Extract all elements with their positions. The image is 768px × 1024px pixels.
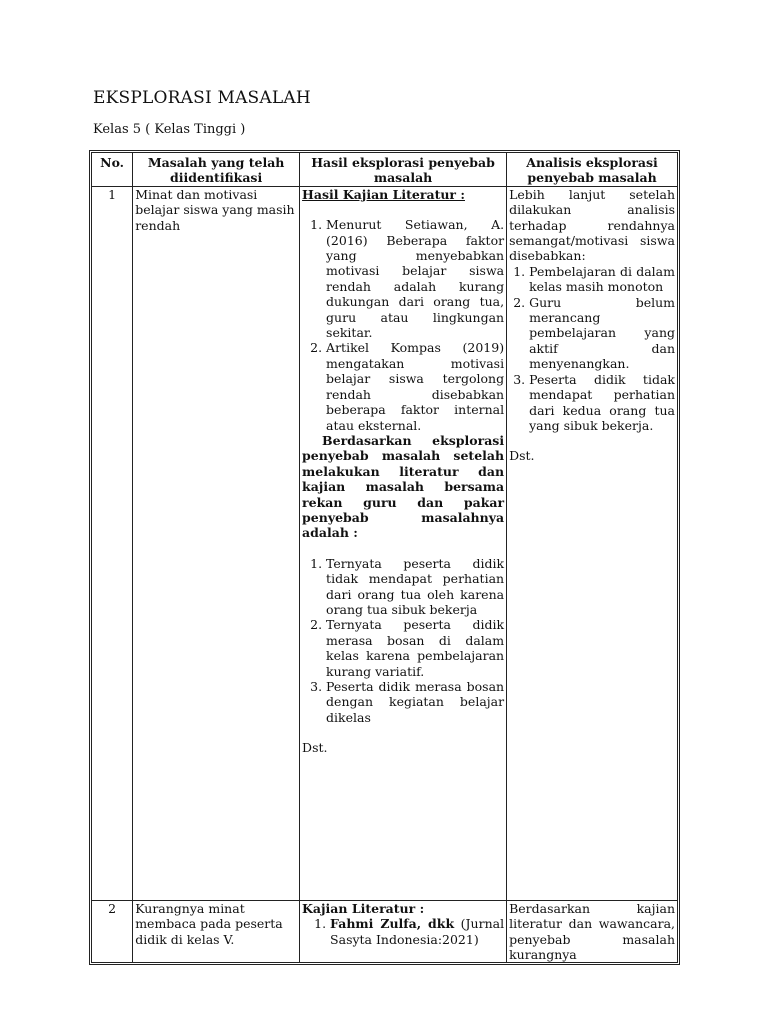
author-name: Fahmi Zulfa, dkk [330, 916, 455, 932]
table-header-row [92, 153, 678, 187]
exploration-table [91, 152, 678, 963]
problem-cell: Kurangnya minat membaca pada peserta didik di kelas V. [133, 900, 300, 963]
analysis-intro: Lebih lanjut setelah dilakukan analisis terhadap rendahnya semangat/motivasi siswa disebabkan: [509, 186, 675, 264]
table-row [92, 900, 678, 963]
dst-text: Dst. [509, 448, 535, 464]
list-item: 2. Artikel Kompas (2019) mengatakan motivasi belajar siswa tergolong rendah disebabkan beberapa faktor internal atau eksternal. [326, 340, 504, 432]
literature-heading: Kajian Literatur : [302, 900, 425, 916]
list-item: 2. Ternyata peserta didik merasa bosan di dalam kelas karena pembelajaran kurang variatif. [326, 617, 504, 679]
analysis-cell [507, 186, 678, 900]
list-item: 1. Menurut Setiawan, A. (2016) Beberapa faktor yang menyebabkan motivasi belajar siswa rendah adalah kurang dukungan dari orang tua, guru atau lingkungan sekitar. [326, 217, 504, 340]
exploration-result-cell [300, 900, 507, 963]
list-item: 3. Peserta didik merasa bosan dengan kegiatan belajar dikelas [326, 679, 504, 725]
problem-cell: Minat dan motivasi belajar siswa yang masih rendah [133, 186, 300, 900]
list-item: 1. Pembelajaran di dalam kelas masih monoton [529, 264, 675, 295]
page-subtitle: Kelas 5 ( Kelas Tinggi ) [93, 122, 246, 137]
row-number: 2 [92, 900, 133, 963]
table-row [92, 186, 678, 900]
source-text: (Jurnal Sasyta Indonesia:2021) [330, 916, 505, 947]
literature-list [302, 916, 504, 947]
list-item: 3. Peserta didik tidak mendapat perhatian dari kedua orang tua yang sibuk bekerja. [529, 372, 675, 434]
header-no: No. [92, 153, 133, 187]
page-title: EKSPLORASI MASALAH [93, 88, 311, 108]
header-analisis: Analisis eksplorasi penyebab masalah [507, 153, 678, 187]
analysis-list [509, 264, 675, 433]
analysis-cell: Berdasarkan kajian literatur dan wawancara, penyebab masalah kurangnya [507, 900, 678, 963]
literature-list [302, 217, 504, 433]
row-number: 1 [92, 186, 133, 900]
header-hasil: Hasil eksplorasi penyebab masalah [300, 153, 507, 187]
list-item: 2. Guru belum merancang pembelajaran yang aktif dan menyenangkan. [529, 295, 675, 372]
list-item [330, 916, 504, 947]
header-masalah: Masalah yang telah diidentifikasi [133, 153, 300, 187]
exploration-result-cell [300, 186, 507, 900]
summary-text: Berdasarkan eksplorasi penyebab masalah setelah melakukan literatur dan kajian masalah bersama rekan guru dan pakar penyebab masalahnya adalah : [302, 432, 505, 541]
list-item: 1. Ternyata peserta didik tidak mendapat perhatian dari orang tua oleh karena orang tua sibuk bekerja [326, 556, 504, 618]
dst-text: Dst. [302, 740, 328, 756]
causes-list [302, 556, 504, 725]
literature-heading: Hasil Kajian Literatur : [302, 186, 465, 202]
